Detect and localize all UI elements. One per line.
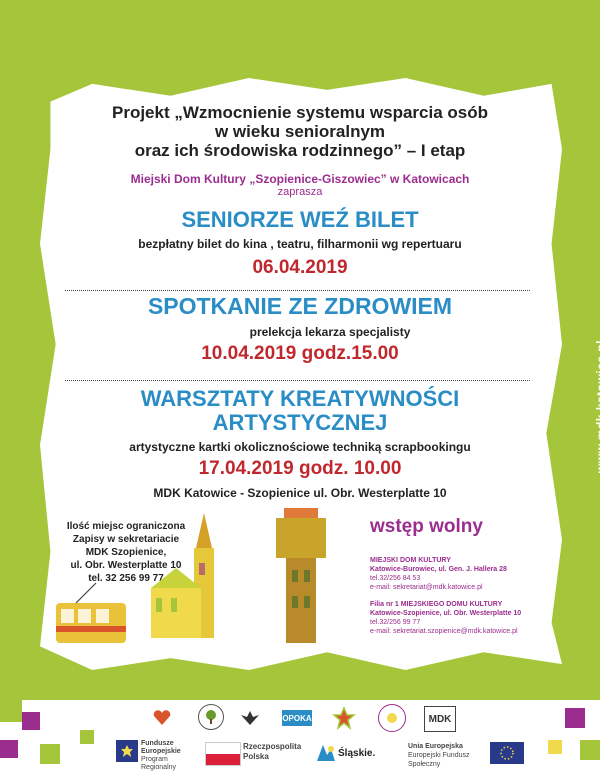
rp-line-1: Rzeczpospolita — [243, 742, 302, 751]
eu-flag-icon — [490, 742, 524, 764]
event1-date: 06.04.2019 — [252, 257, 348, 278]
eu-funds-line-2: Europejskie — [141, 748, 181, 755]
event2-title: SPOTKANIE ZE ZDROWIEM — [147, 293, 453, 319]
eu-line-2: Europejski Fundusz Społeczny — [408, 752, 470, 768]
website-vertical[interactable]: www.mdk.katowice.pl — [594, 340, 608, 474]
info-line-2: Zapisy w sekretariacie — [72, 534, 180, 545]
info-line-4: ul. Obr. Westerplatte 10 — [70, 560, 182, 571]
project-title — [60, 103, 540, 160]
event1-title: SENIORZE WEŹ BILET — [181, 207, 419, 232]
rp-text — [243, 742, 303, 764]
event3-title-line1: WARSZTATY KREATYWNOŚCI — [140, 386, 460, 411]
decor-square — [22, 712, 40, 730]
eagle-logo-icon — [240, 708, 260, 728]
event2-desc: prelekcja lekarza specjalisty — [249, 325, 411, 339]
title-line-1: Projekt „Wzmocnienie systemu wsparcia osób — [111, 103, 488, 122]
event3-title — [60, 387, 540, 435]
contact-main-phone: tel.32/256 84 53 — [370, 575, 421, 582]
title-line-3: oraz ich środowiska rodzinnego” – I etap — [134, 141, 466, 160]
info-line-3: MDK Szopienice, — [85, 547, 167, 558]
contact-branch-name: Filia nr 1 MIEJSKIEGO DOMU KULTURY — [370, 601, 503, 608]
decor-square — [40, 744, 60, 764]
polish-flag-icon — [205, 742, 241, 766]
tram-icon — [56, 583, 126, 643]
info-line-5: tel. 32 256 99 77 — [88, 573, 164, 584]
free-entry-label: wstęp wolny — [370, 516, 483, 537]
water-tower-icon — [276, 508, 326, 643]
contact-main-address: Katowice-Burowiec, ul. Gen. J. Hallera 28 — [370, 566, 507, 573]
eu-funds-line-3: Program Regionalny — [141, 756, 177, 771]
circle-logo-icon — [378, 704, 406, 732]
mdk-logo: MDK — [424, 706, 456, 732]
contact-branch-address: Katowice-Szopienice, ul. Obr. Westerplatte 10 — [370, 610, 522, 617]
eu-funds-icon — [116, 740, 138, 762]
eu-funds-line-1: Fundusze — [141, 740, 174, 747]
decor-square — [580, 740, 600, 760]
event1-desc: bezpłatny bilet do kina , teatru, filharmonii wg repertuaru — [138, 237, 462, 251]
event3-title-line2: ARTYSTYCZNEJ — [212, 410, 388, 435]
contact-branch — [370, 600, 521, 636]
opoka-logo: OPOKA — [282, 710, 312, 726]
eu-line-1: Unia Europejska — [408, 743, 463, 750]
tree-logo-icon — [198, 704, 224, 730]
rp-line-2: Polska — [243, 752, 269, 761]
event2-date: 10.04.2019 godz.15.00 — [201, 343, 399, 364]
church-icon — [151, 513, 214, 638]
silesia-text: Śląskie. — [338, 747, 376, 759]
title-line-2: w wieku senioralnym — [214, 122, 386, 141]
info-line-1: Ilość miejsc ograniczona — [66, 521, 186, 532]
contact-main — [370, 556, 507, 592]
eu-funds-text — [141, 740, 201, 771]
decor-square — [565, 708, 585, 728]
silesia-logo-icon — [316, 744, 336, 762]
contact-branch-email[interactable]: e-mail: sekretariat.szopienice@mdk.katowice.pl — [370, 628, 518, 635]
town-illustration — [56, 508, 366, 658]
organizer: Miejski Dom Kultury „Szopienice-Giszowiec” w Katowicach — [130, 172, 470, 186]
star-logo-icon — [332, 706, 356, 730]
venue-address: MDK Katowice - Szopienice ul. Obr. Westerplatte 10 — [153, 486, 447, 500]
divider — [65, 290, 530, 291]
invites-label: zaprasza — [277, 186, 323, 198]
divider — [65, 380, 530, 381]
heart-logo-icon — [148, 706, 176, 730]
decor-square — [0, 740, 18, 758]
event3-date: 17.04.2019 godz. 10.00 — [198, 458, 402, 479]
contact-branch-phone: tel.32/256 99 77 — [370, 619, 421, 626]
contact-main-name: MIEJSKI DOM KULTURY — [370, 557, 451, 564]
contact-main-email[interactable]: e-mail: sekretariat@mdk.katowice.pl — [370, 584, 483, 591]
decor-square — [80, 730, 94, 744]
eu-text — [408, 742, 488, 768]
decor-square — [0, 700, 22, 722]
event3-desc: artystyczne kartki okolicznościowe techniką scrapbookingu — [129, 440, 471, 454]
decor-square — [548, 740, 562, 754]
